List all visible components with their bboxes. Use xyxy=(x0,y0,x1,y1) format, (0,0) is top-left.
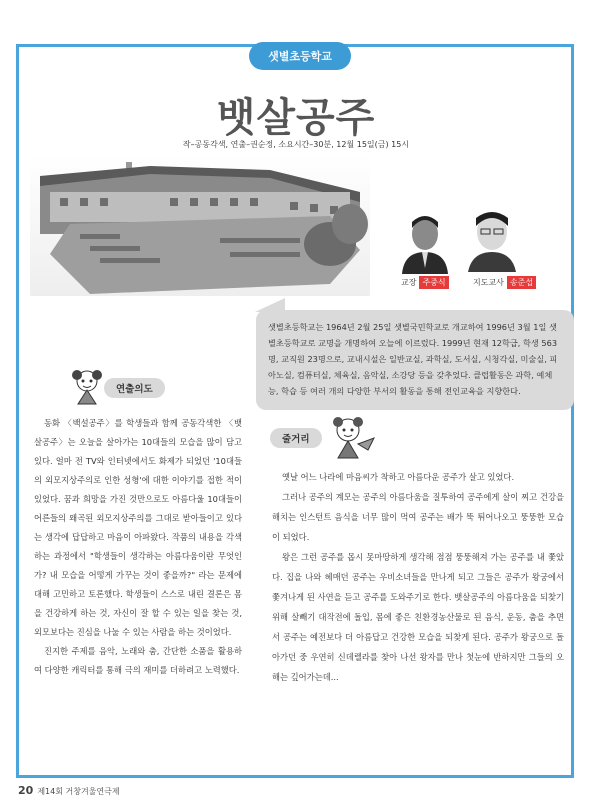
teacher-role: 지도교사 xyxy=(473,278,504,287)
page-number: 20 xyxy=(18,784,34,797)
credits-line: 작–공동각색, 연출–권순정, 소요시간–30분, 12월 15일(금) 15시 xyxy=(182,140,410,149)
teacher-caption xyxy=(473,276,536,289)
synopsis-text xyxy=(272,467,564,687)
teacher-portrait xyxy=(462,204,522,272)
school-name-badge: 샛별초등학교 xyxy=(249,42,351,70)
synopsis-paragraph: 왕은 그런 공주를 몹시 못마땅하게 생각해 점점 뚱뚱해져 가는 공주를 내 쫓았다. 집을 나와 헤매던 공주는 우비소녀들을 만나게 되고 그들은 공주가 왕궁에서 쫓겨나게 된 사연을 듣고 공주를 도와주기로 한다. 뱃살공주의 아름다움을 되찾기 위해 살빼기 대작전에 돌입, 몸에 좋은 친환경농산물로 된 음식, 운동, 춤을 추면서 공주는 예전보다 더 아름답고 건강한 모습을 되찾게 된다. 공주가 왕궁으로 돌아가던 중 우연히 신데렐라를 찾아 나선 왕자를 만나 첫눈에 반하지만 그들의 오해는 깊어가는데... xyxy=(272,552,564,682)
intent-paragraph: 동화 〈백설공주〉를 학생들과 함께 공동각색한 〈뱃살공주〉는 오늘을 살아가는 10대들의 모습을 많이 담고 있다. 얼마 전 TV와 인터넷에서도 화제가 되었던 '10대들의 외모지상주의로 인한 성형'에 대한 이야기를 접한 적이 있었다. 꿈과 희망을 가진 것만으로도 아름다울 10대들이 어른들의 왜곡된 외모지상주의를 그대로 받아들이고 있다는 생각에 답답하고 마음이 아파왔다. 작품의 내용을 각색하는 과정에서 "학생들이 생각하는 아름다움이란 무엇인가? 내 모습을 어떻게 가꾸는 것이 좋을까?" 라는 문제에 대해 고민하고 토론했다. 학생들이 스스로 내린 결론은 몸을 건강하게 하는 것, 자신이 잘 할 수 있는 일을 찾는 것, 외모보다는 진심을 나눌 수 있는 사람을 하는 것이었다. xyxy=(34,418,242,637)
intent-label: 연출의도 xyxy=(104,378,165,398)
school-building-photo xyxy=(30,154,370,296)
event-name: 제14회 거창겨울연극제 xyxy=(37,787,120,796)
principal-name: 주중식 xyxy=(419,276,448,289)
principal-role: 교장 xyxy=(401,278,417,287)
synopsis-paragraph: 옛날 어느 나라에 마음씨가 착하고 아름다운 공주가 살고 있었다. xyxy=(281,472,515,482)
school-info-box: 샛별초등학교는 1964년 2월 25일 샛별국민학교로 개교하여 1996년 3월 1일 샛별초등학교로 교명을 개명하여 오늘에 이르렀다. 1999년 현재 12학급, 학생 563명, 교직원 23명으로, 교내시설은 일반교실, 과학실, 도서실, 시청각실, 미술실, 피아노실, 컴퓨터실, 체육실, 음악실, 소강당 등을 갖추었다. 클럽활동은 과학, 예체능, 학습 등 여러 개의 다양한 부서의 활동을 통해 전인교육을 지향한다. xyxy=(256,310,574,410)
intent-text xyxy=(34,414,242,680)
principal-caption xyxy=(401,276,449,289)
mascot-boy-icon xyxy=(328,416,376,460)
synopsis-paragraph: 그러나 공주의 계모는 공주의 아름다움을 질투하여 공주에게 살이 찌고 건강을 해치는 인스턴트 음식을 너무 많이 먹여 공주는 배가 뚝 튀어나오고 뚱뚱한 모습이 되었다. xyxy=(272,492,564,542)
page-footer xyxy=(18,784,120,797)
teacher-name: 송준섭 xyxy=(507,276,536,289)
principal-portrait xyxy=(396,208,454,274)
page-title: 뱃살공주 xyxy=(216,95,376,141)
synopsis-label: 줄거리 xyxy=(270,428,322,448)
intent-paragraph: 진지한 주제를 음악, 노래와 춤, 간단한 소품을 활용하여 다양한 캐릭터를 통해 극의 재미를 더하려고 노력했다. xyxy=(34,646,242,675)
mascot-girl-icon xyxy=(70,368,104,406)
